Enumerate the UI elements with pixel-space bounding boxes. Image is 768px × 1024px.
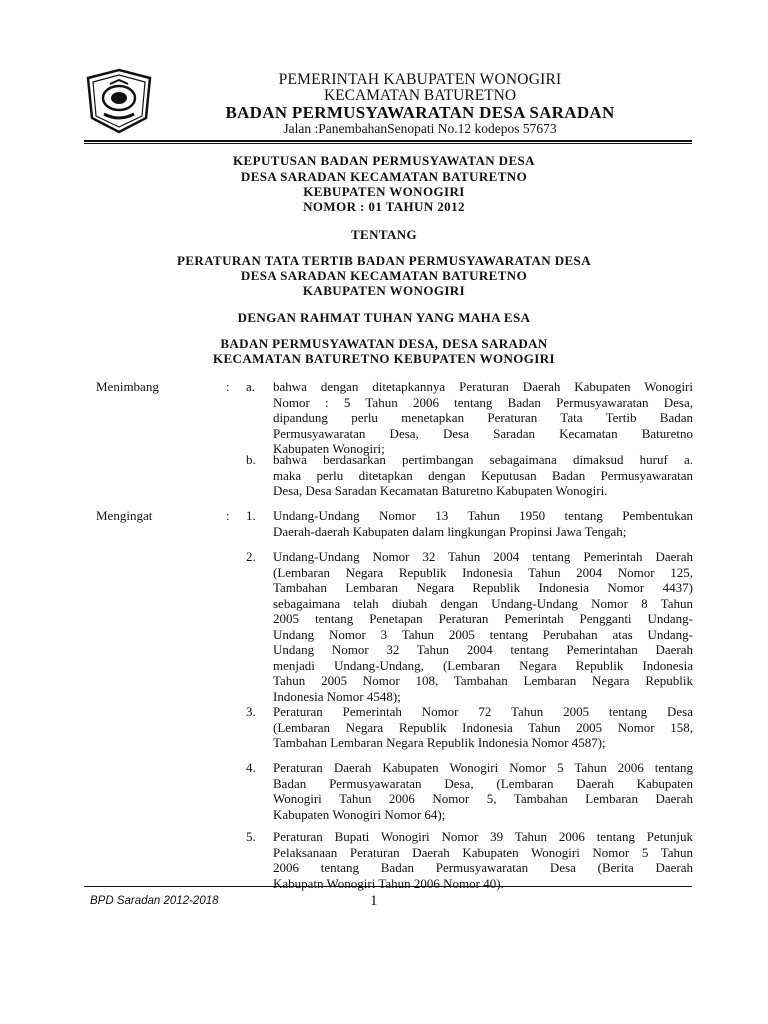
text-line: Indonesia Nomor 4548); [273,688,401,704]
body-heading-line-2: KECAMATAN BATURETNO KEBUPATEN WONOGIRI [212,351,556,366]
text-line: Permusyawaratan Desa, Desa Saradan Kecamatan Baturetno [273,425,693,441]
letterhead-divider-thick [84,140,692,142]
rahmat-heading: DENGAN RAHMAT TUHAN YANG MAHA ESA [237,310,531,325]
mengingat-marker-2: 2. [246,549,256,564]
text-line: Peraturan Bupati Wonogiri Nomor 39 Tahun 2006 tentang Petunjuk [273,829,693,844]
mengingat-item-5 [273,829,693,891]
text-line: maka perlu ditetapkan dengan Keputusan Badan Permusyawaratan [273,467,693,483]
decree-title-line-3: KEBUPATEN WONOGIRI [303,184,465,199]
mengingat-item-1 [273,508,693,539]
mengingat-marker-4: 4. [246,760,256,775]
letterhead-divider-thin [84,143,692,144]
mengingat-marker-1: 1. [246,508,256,523]
mengingat-item-3 [273,704,693,751]
text-line: (Lembaran Negara Republik Indonesia Tahun 2005 Nomor 158, [273,719,693,735]
letterhead-line-1: PEMERINTAH KABUPATEN WONOGIRI [278,71,562,88]
text-line: Undang-Undang Nomor 32 Tahun 2004 tentang Pemerintah Daerah [273,549,693,564]
decree-number: NOMOR : 01 TAHUN 2012 [303,199,465,214]
footer-divider [84,886,692,887]
mengingat-item-4 [273,760,693,822]
text-line: Kabupaten Wonogiri Nomor 64); [273,806,446,822]
regency-emblem-logo [84,68,154,134]
menimbang-marker-b: b. [246,452,256,467]
menimbang-item-a [273,379,693,457]
footer-label: BPD Saradan 2012-2018 [90,895,219,907]
text-line: Peraturan Daerah Kabupaten Wonogiri Nomor 5 Tahun 2006 tentang [273,760,693,775]
mengingat-item-2 [273,549,693,704]
text-line: Kabupaten Wonogiri; [273,441,385,456]
text-line: sebagaimana telah diubah dengan Undang-Undang Nomor 8 Tahun [273,595,693,611]
tentang-heading: TENTANG [350,227,418,242]
subject-line-1: PERATURAN TATA TERTIB BADAN PERMUSYAWARATAN DESA [177,253,591,268]
subject-line-3: KABUPATEN WONOGIRI [302,283,466,298]
text-line: Peraturan Pemerintah Nomor 72 Tahun 2005 tentang Desa [273,704,693,719]
letterhead-line-3: BADAN PERMUSYAWARATAN DESA SARADAN [225,103,615,122]
subject-line-2: DESA SARADAN KECAMATAN BATURETNO [240,268,528,283]
text-line: Nomor : 5 Tahun 2006 tentang Badan Permusyawaratan Desa, [273,394,693,410]
text-line: Tahun 2005 Nomor 108, Tambahan Lembaran Negara Republik [273,673,693,688]
letterhead-address: Jalan :PanembahanSenopati No.12 kodepos 57673 [283,121,557,136]
page-number: 1 [370,893,378,909]
text-line: Wonogiri Tahun 2006 Nomor 5, Tambahan Lembaran Daerah [273,791,693,806]
text-line: Pelaksanaan Peraturan Daerah Kabupaten Wonogiri Nomor 5 Tahun [273,844,693,860]
mengingat-marker-3: 3. [246,704,256,719]
mengingat-label: Mengingat [96,508,153,523]
menimbang-colon: : [226,379,230,394]
menimbang-marker-a: a. [246,379,256,394]
text-line: Desa, Desa Saradan Kecamatan Baturetno Kabupaten Wonogiri. [273,483,608,498]
text-line: 2006 tentang Badan Permusyawaratan Desa (Berita Daerah [273,860,693,875]
text-line: (Lembaran Negara Republik Indonesia Tahun 2004 Nomor 125, [273,564,693,580]
text-line: Kabupatn Wonogiri Tahun 2006 Nomor 40). [273,875,504,891]
text-line: dipandung perlu menetapkan Peraturan Tata Tertib Badan [273,410,693,425]
text-line: Undang Nomor 3 Tahun 2005 tentang Perubahan atas Undang- [273,626,693,642]
decree-title-line-2: DESA SARADAN KECAMATAN BATURETNO [240,169,528,184]
text-line: Undang Nomor 32 Tahun 2004 tentang Pemerintahan Daerah [273,642,693,657]
text-line: menjadi Undang-Undang, (Lembaran Negara Republik Indonesia [273,657,693,673]
decree-title-line-1: KEPUTUSAN BADAN PERMUSYAWATAN DESA [233,153,535,168]
menimbang-label: Menimbang [96,379,159,394]
letterhead-line-2: KECAMATAN BATURETNO [323,87,517,104]
mengingat-colon: : [226,508,230,523]
body-heading-line-1: BADAN PERMUSYAWATAN DESA, DESA SARADAN [220,336,548,351]
menimbang-item-b [273,452,693,499]
text-line: bahwa dengan ditetapkannya Peraturan Daerah Kabupaten Wonogiri [273,379,693,394]
text-line: Tambahan Lembaran Negara Republik Indonesia Nomor 4587); [273,735,606,750]
text-line: Tambahan Lembaran Negara Republik Indonesia Nomor 4437) [273,580,693,595]
text-line: 2005 tentang Penetapan Peraturan Pemerintah Pengganti Undang- [273,611,693,626]
text-line: Daerah-daerah Kabupaten dalam lingkungan Propinsi Jawa Tengah; [273,523,627,539]
mengingat-marker-5: 5. [246,829,256,844]
text-line: Undang-Undang Nomor 13 Tahun 1950 tentang Pembentukan [273,508,693,523]
text-line: Badan Permusyawaratan Desa, (Lembaran Daerah Kabupaten [273,775,693,791]
text-line: bahwa berdasarkan pertimbangan sebagaimana dimaksud huruf a. [273,452,693,467]
